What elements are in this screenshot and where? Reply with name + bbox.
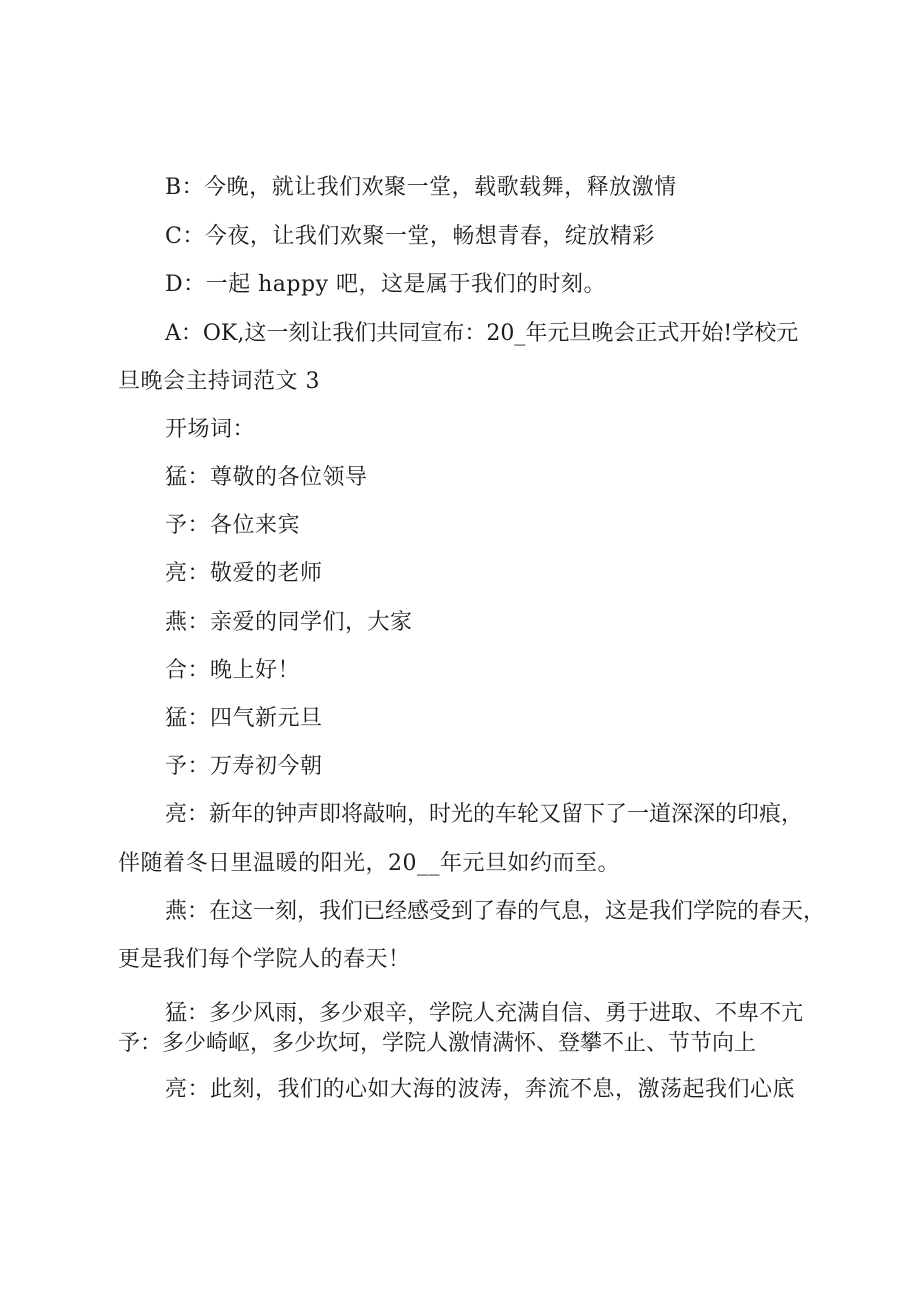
line-opening-heading: 开场词： [165, 417, 256, 442]
line-b-tonight: B：今晚，就让我们欢聚一堂，载歌载舞，释放激情 [165, 175, 677, 200]
line-meng-leaders: 猛：尊敬的各位领导 [165, 465, 368, 490]
line-yan-spring: 燕：在这一刻，我们已经感受到了春的气息，这是我们学院的春天， [165, 899, 826, 924]
line-together-goodevening: 合：晚上好！ [165, 658, 301, 683]
line-meng-newyear: 猛：四气新元旦 [165, 706, 323, 731]
line-yan-classmates: 燕：亲爱的同学们，大家 [165, 610, 413, 635]
line-a-announce-cont: 旦晚会主持词范文 3 [118, 369, 320, 394]
line-a-announce: A：OK,这一刻让我们共同宣布：20_年元旦晚会正式开始!学校元 [165, 321, 799, 346]
line-liang-heart: 亮：此刻，我们的心如大海的波涛，奔流不息，激荡起我们心底 [165, 1077, 796, 1102]
line-d-happy: D：一起 happy 吧，这是属于我们的时刻。 [165, 272, 607, 297]
line-yu-longevity: 予：万寿初今朝 [165, 754, 323, 779]
line-meng-hardships: 猛：多少风雨，多少艰辛，学院人充满自信、勇于进取、不卑不亢 [165, 1001, 804, 1026]
line-liang-bells-cont: 伴随着冬日里温暖的阳光，20__年元旦如约而至。 [118, 851, 620, 876]
line-liang-teachers: 亮：敬爱的老师 [165, 561, 323, 586]
line-c-tonight: C：今夜，让我们欢聚一堂，畅想青春，绽放精彩 [165, 224, 655, 249]
line-yu-difficulties: 予：多少崎岖，多少坎坷，学院人激情满怀、登攀不止、节节向上 [118, 1031, 757, 1056]
line-yan-spring-cont: 更是我们每个学院人的春天！ [118, 947, 411, 972]
line-liang-bells: 亮：新年的钟声即将敲响，时光的车轮又留下了一道深深的印痕， [165, 802, 804, 827]
line-yu-guests: 予：各位来宾 [165, 513, 301, 538]
